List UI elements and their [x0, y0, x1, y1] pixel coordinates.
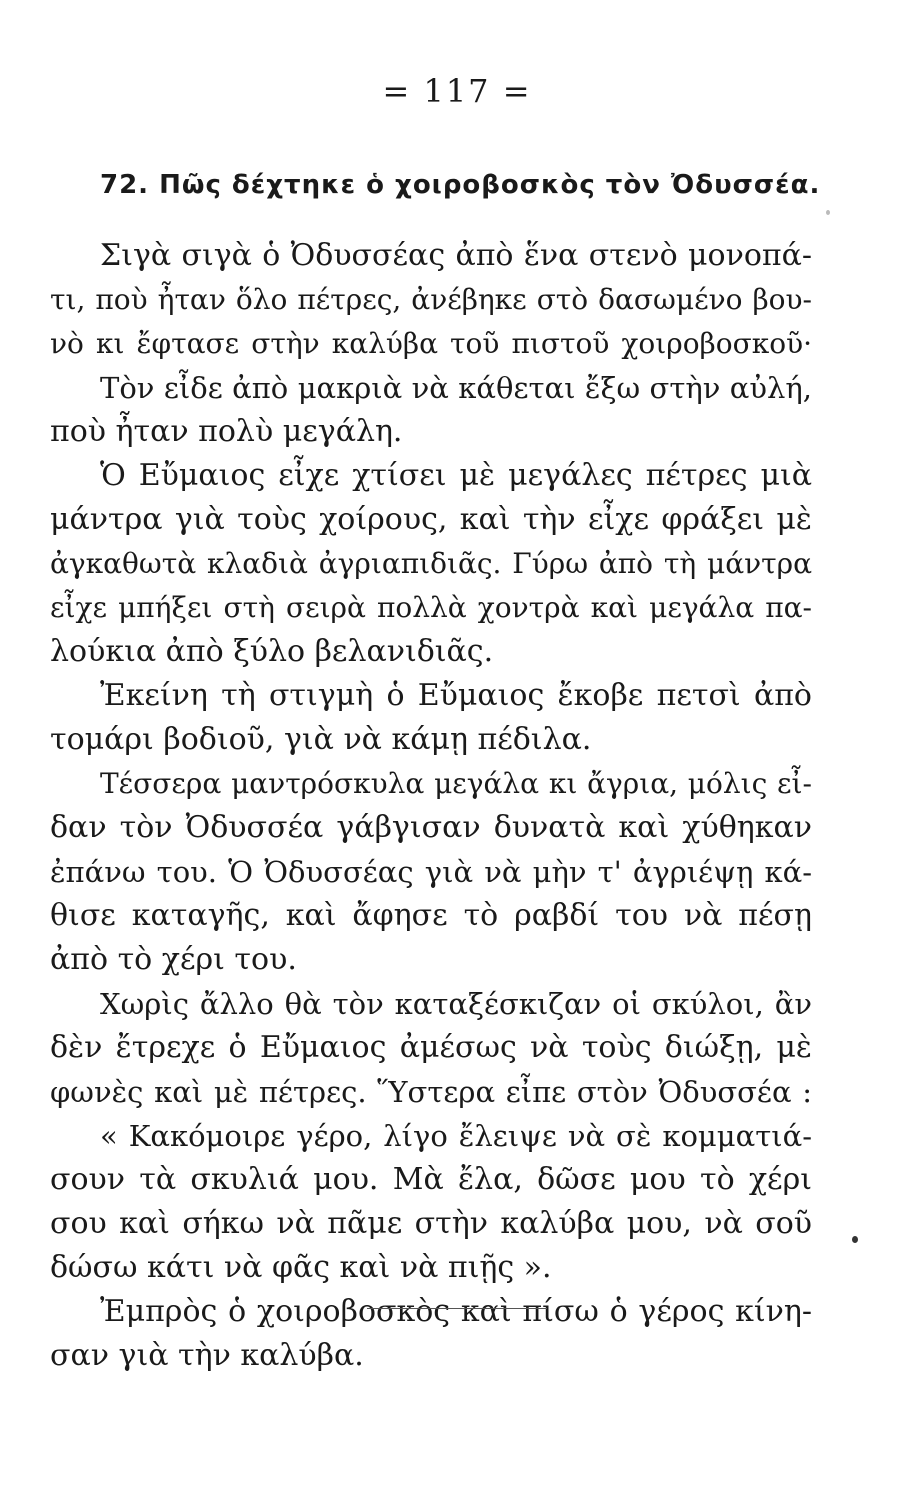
text-line: Σιγὰ σιγὰ ὁ Ὀδυσσέας ἀπὸ ἕνα στενὸ μονοπά-	[100, 238, 812, 273]
text-line: ἀπὸ τὸ χέρι του.	[50, 942, 297, 977]
paragraph	[50, 1290, 812, 1378]
text-line: Χωρὶς ἄλλο θὰ τὸν καταξέσκιζαν οἱ σκύλοι, ἂν	[100, 987, 812, 1021]
text-line: Ἐκείνη τὴ στιγμὴ ὁ Εὔμαιος ἔκοβε πετσὶ ἀπὸ	[100, 678, 812, 713]
body-text	[50, 234, 812, 1378]
text-line: Ἐμπρὸς ὁ χοιροβοσκὸς καὶ πίσω ὁ γέρος κίνη-	[100, 1294, 812, 1329]
text-line: δαν τὸν Ὀδυσσέα γάβγισαν δυνατὰ καὶ χύθηκαν	[50, 810, 812, 845]
text-line: σουν τὰ σκυλιά μου. Μὰ ἔλα, δῶσε μου τὸ χέρι	[50, 1162, 812, 1197]
page-number: = 117 =	[382, 72, 532, 110]
paragraph	[50, 762, 812, 982]
ink-speck	[826, 210, 830, 215]
ink-speck	[852, 1236, 858, 1243]
text-line: δώσω κάτι νὰ φᾶς καὶ νὰ πιῇς ».	[50, 1250, 552, 1285]
paragraph	[50, 982, 812, 1114]
text-line: μάντρα γιὰ τοὺς χοίρους, καὶ τὴν εἶχε φράξει μὲ	[50, 502, 812, 537]
text-line: δὲν ἔτρεχε ὁ Εὔμαιος ἀμέσως νὰ τοὺς διώξῃ, μὲ	[50, 1030, 812, 1065]
paragraph	[50, 234, 812, 454]
text-line: φωνὲς καὶ μὲ πέτρες. Ὕστερα εἶπε στὸν Ὀδυσσέα :	[50, 1075, 812, 1109]
text-line: τι, ποὺ ἦταν ὅλο πέτρες, ἀνέβηκε στὸ δασωμένο βου-	[50, 283, 812, 316]
text-line: νὸ κι ἔφτασε στὴν καλύβα τοῦ πιστοῦ χοιροβοσκοῦ·	[50, 327, 812, 360]
text-line: Ὁ Εὔμαιος εἶχε χτίσει μὲ μεγάλες πέτρες μιὰ	[100, 458, 812, 493]
text-line: Τὸν εἶδε ἀπὸ μακριὰ νὰ κάθεται ἔξω στὴν αὐλή,	[100, 371, 812, 405]
text-line: τομάρι βοδιοῦ, γιὰ νὰ κάμῃ πέδιλα.	[50, 722, 592, 757]
text-line: ἀγκαθωτὰ κλαδιὰ ἀγριαπιδιᾶς. Γύρω ἀπὸ τὴ μάντρα	[50, 547, 812, 580]
text-line: « Κακόμοιρε γέρο, λίγο ἔλειψε νὰ σὲ κομματιά-	[100, 1119, 812, 1153]
paragraph	[50, 1114, 812, 1290]
text-line: σου καὶ σήκω νὰ πᾶμε στὴν καλύβα μου, νὰ σοῦ	[50, 1206, 812, 1241]
text-line: λούκια ἀπὸ ξύλο βελανιδιᾶς.	[50, 634, 494, 669]
text-line: ἐπάνω του. Ὁ Ὀδυσσέας γιὰ νὰ μὴν τ' ἀγριέψῃ κά-	[50, 855, 812, 889]
text-line: Τέσσερα μαντρόσκυλα μεγάλα κι ἄγρια, μόλις εἶ-	[100, 767, 812, 800]
text-line: σαν γιὰ τὴν καλύβα.	[50, 1338, 364, 1373]
text-line: ποὺ ἦταν πολὺ μεγάλη.	[50, 414, 403, 449]
chapter-heading: 72. Πῶς δέχτηκε ὁ χοιροβοσκὸς τὸν Ὀδυσσέα.	[100, 170, 821, 200]
end-rule	[367, 1308, 547, 1309]
paragraph	[50, 454, 812, 674]
text-line: εἶχε μπήξει στὴ σειρὰ πολλὰ χοντρὰ καὶ μεγάλα πα-	[50, 591, 812, 624]
text-line: θισε καταγῆς, καὶ ἄφησε τὸ ραβδί του νὰ πέσῃ	[50, 898, 812, 933]
paragraph	[50, 674, 812, 762]
